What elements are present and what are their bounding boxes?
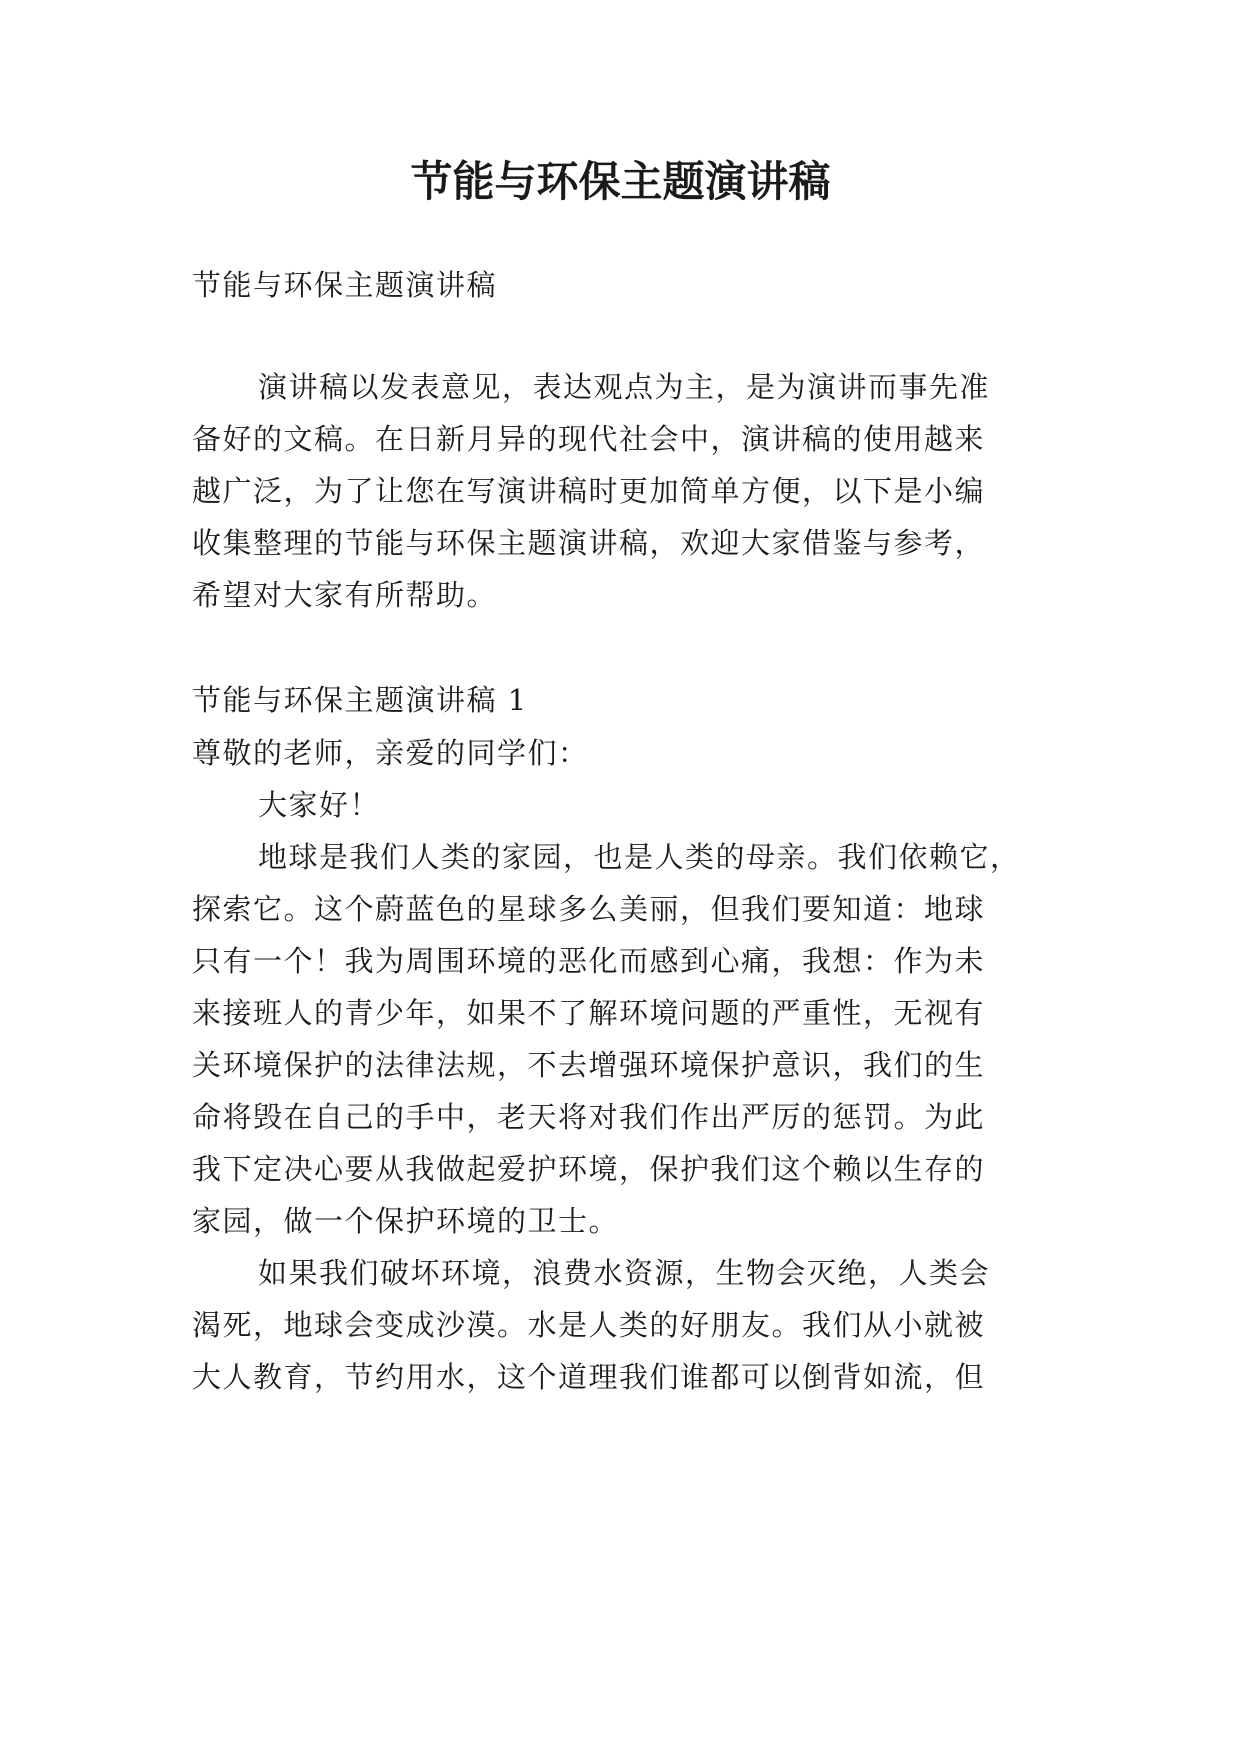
intro-line: 备好的文稿。在日新月异的现代社会中，演讲稿的使用越来 [192, 422, 986, 456]
body-line: 只有一个！我为周围环境的恶化而感到心痛，我想：作为未 [192, 944, 986, 978]
section-heading: 节能与环保主题演讲稿 1 [192, 683, 528, 717]
body-line: 命将毁在自己的手中，老天将对我们作出严厉的惩罚。为此 [192, 1100, 986, 1134]
body-line: 来接班人的青少年，如果不了解环境问题的严重性，无视有 [192, 996, 986, 1030]
body-line: 我下定决心要从我做起爱护环境，保护我们这个赖以生存的 [192, 1152, 986, 1186]
intro-line: 演讲稿以发表意见，表达观点为主，是为演讲而事先准 [258, 370, 991, 404]
document-title: 节能与环保主题演讲稿 [410, 157, 831, 206]
intro-line: 收集整理的节能与环保主题演讲稿，欢迎大家借鉴与参考， [192, 526, 986, 560]
body-line: 探索它。这个蔚蓝色的星球多么美丽，但我们要知道：地球 [192, 892, 986, 926]
document-subtitle: 节能与环保主题演讲稿 [192, 268, 498, 302]
body-line: 大人教育，节约用水，这个道理我们谁都可以倒背如流，但 [192, 1360, 986, 1394]
body-line: 关环境保护的法律法规，不去增强环境保护意识，我们的生 [192, 1048, 986, 1082]
intro-line: 希望对大家有所帮助。 [192, 578, 498, 612]
intro-line: 越广泛，为了让您在写演讲稿时更加简单方便，以下是小编 [192, 474, 986, 508]
greeting: 大家好！ [258, 788, 381, 822]
salutation: 尊敬的老师，亲爱的同学们： [192, 736, 589, 770]
body-line: 如果我们破坏环境，浪费水资源，生物会灭绝，人类会 [258, 1256, 991, 1290]
body-line: 渴死，地球会变成沙漠。水是人类的好朋友。我们从小就被 [192, 1308, 986, 1342]
body-line: 家园，做一个保护环境的卫士。 [192, 1204, 620, 1238]
body-line: 地球是我们人类的家园，也是人类的母亲。我们依赖它， [258, 840, 1021, 874]
